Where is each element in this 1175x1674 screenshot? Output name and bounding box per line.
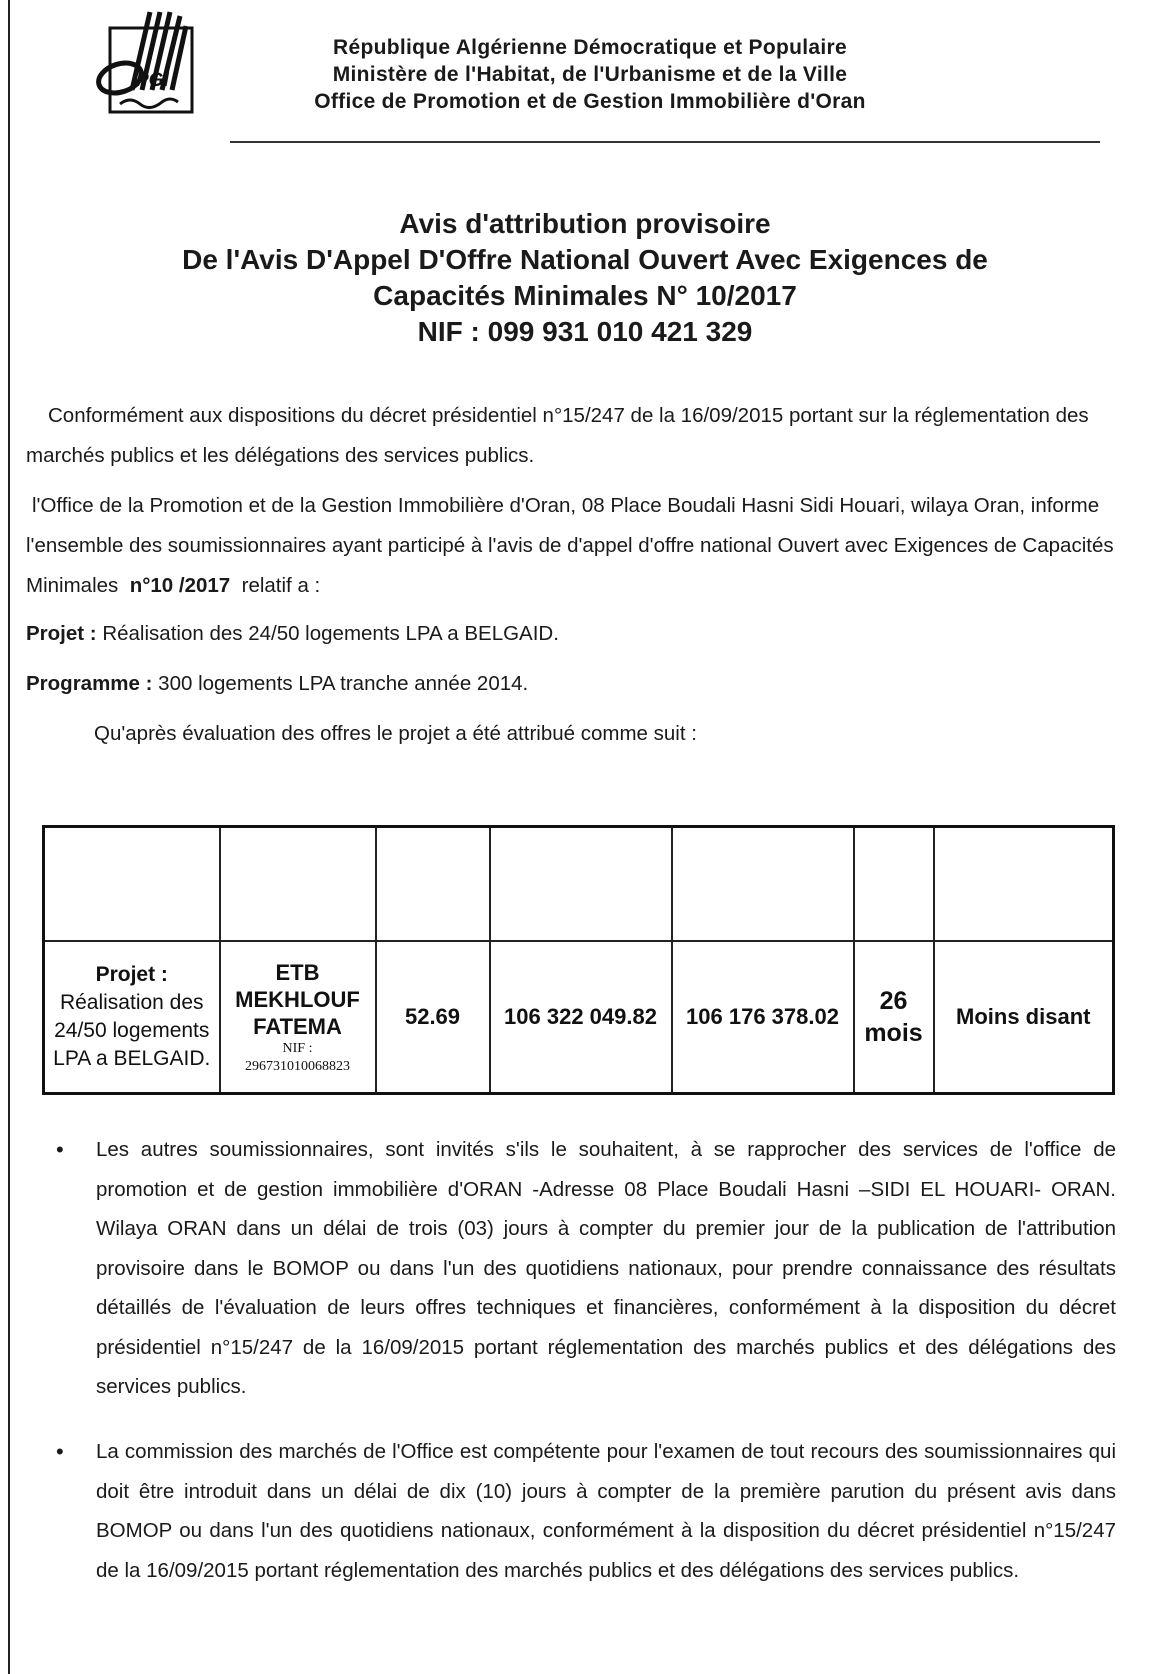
cell-observation: Moins disant xyxy=(934,941,1114,1094)
header-cell xyxy=(376,827,490,942)
title-line-3: Capacités Minimales N° 10/2017 xyxy=(373,280,797,311)
header-cell xyxy=(220,827,376,942)
cell-amount-1: 106 322 049.82 xyxy=(490,941,672,1094)
cell-project-label: Projet : xyxy=(95,963,168,986)
title-line-1: Avis d'attribution provisoire xyxy=(399,208,771,239)
paragraph-office-text: l'Office de la Promotion et de la Gestion Immobilière d'Oran, 08 Place Boudali Hasni Sidi Houari, wilaya Oran, informe l'ensemble des soumissionnaires ayant participé à l'avis de d'appel d'offre national Ouvert avec Exigences de Capacités Minimales xyxy=(26,494,1114,597)
cell-score: 52.69 xyxy=(376,941,490,1094)
tender-reference: n°10 /2017 xyxy=(129,574,231,597)
title-nif: NIF : 099 931 010 421 329 xyxy=(417,316,753,347)
header-republic: République Algérienne Démocratique et Populaire xyxy=(333,36,847,59)
programme-label: Programme : xyxy=(26,672,153,695)
cell-amount-2: 106 176 378.02 xyxy=(672,941,854,1094)
paragraph-office-end: relatif a : xyxy=(241,574,321,597)
header-ministry: Ministère de l'Habitat, de l'Urbanisme et de la Ville xyxy=(332,63,848,86)
bullet-item xyxy=(56,1432,1116,1590)
title-line-2: De l'Avis D'Appel D'Offre National Ouvert Avec Exigences de xyxy=(182,244,988,275)
header-cell xyxy=(44,827,220,942)
header-cell xyxy=(672,827,854,942)
project-value: Réalisation des 24/50 logements LPA a BELGAID. xyxy=(102,622,559,645)
notice-title xyxy=(60,206,1110,350)
cell-duration: 26 mois xyxy=(854,941,934,1094)
paragraph-office-info xyxy=(26,486,1116,606)
table-intro: Qu'après évaluation des offres le projet a été attribué comme suit : xyxy=(94,722,697,745)
bullet-dot-icon: • xyxy=(56,1439,64,1464)
bullet-text: Les autres soumissionnaires, sont invités s'ils le souhaitent, à se rapprocher des services de l'office de promotion et de gestion immobilière d'ORAN -Adresse 08 Place Boudali Hasni –SIDI EL HOUARI- ORAN. Wilaya ORAN dans un délai de trois (03) jours à compter du premier jour de la publication de l'attribution provisoire dans le BOMOP ou dans l'un des quotidiens nationaux, pour prendre connaissance des résultats détaillés de l'évaluation de leurs offres techniques et financières, conformément à la disposition du décret présidentiel n°15/247 de la 16/09/2015 portant réglementation des marchés publics et des délégations des services publics. xyxy=(96,1138,1116,1398)
programme-value: 300 logements LPA tranche année 2014. xyxy=(158,672,529,695)
header-cell xyxy=(934,827,1114,942)
cell-project-value: Réalisation des 24/50 logements LPA a BELGAID. xyxy=(53,991,211,1070)
header-divider xyxy=(230,141,1100,143)
svg-text:PGI: PGI xyxy=(136,70,169,91)
table-row xyxy=(44,941,1114,1094)
bullet-dot-icon: • xyxy=(56,1137,64,1162)
cell-company xyxy=(220,941,376,1094)
header-office: Office de Promotion et de Gestion Immobilière d'Oran xyxy=(314,90,866,113)
award-table xyxy=(42,825,1115,1095)
company-nif: 296731010068823 xyxy=(245,1058,350,1074)
table-header-row xyxy=(44,827,1114,942)
bullet-text: La commission des marchés de l'Office est compétente pour l'examen de tout recours des soumissionnaires qui doit être introduit dans un délai de dix (10) jours à compter de la première parution du présent avis dans BOMOP ou dans l'un des quotidiens nationaux, conformément à la disposition du décret présidentiel n°15/247 de la 16/09/2015 portant réglementation des marchés publics et des délégations des services publics. xyxy=(96,1440,1116,1582)
bullet-item xyxy=(56,1130,1116,1407)
opgi-logo xyxy=(92,6,202,118)
company-name: ETB MEKHLOUF FATEMA xyxy=(235,959,360,1039)
header-cell xyxy=(854,827,934,942)
company-nif-label: NIF : xyxy=(282,1040,313,1056)
project-line xyxy=(26,614,1116,654)
programme-line xyxy=(26,664,1116,704)
header-block xyxy=(230,34,950,115)
cell-project xyxy=(44,941,220,1094)
paragraph-decree: Conformément aux dispositions du décret présidentiel n°15/247 de la 16/09/2015 portant sur la réglementation des marchés publics et les délégations des services publics. xyxy=(26,404,1089,467)
header-cell xyxy=(490,827,672,942)
scan-edge-line xyxy=(8,0,10,1674)
project-label: Projet : xyxy=(26,622,97,645)
